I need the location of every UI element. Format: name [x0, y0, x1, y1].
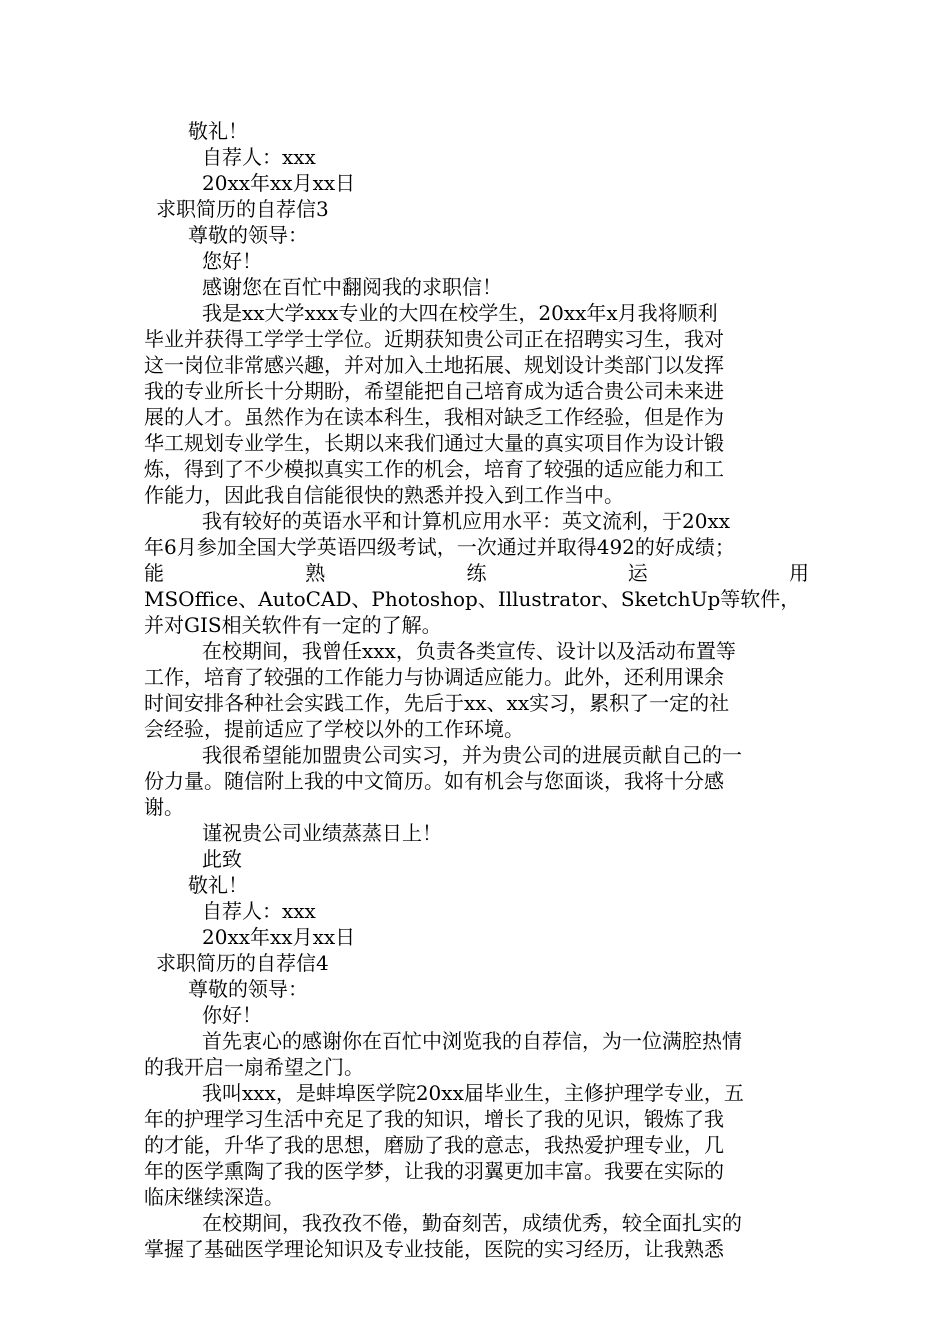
paragraph-line: 年的护理学习生活中充足了我的知识，增长了我的见识，锻炼了我	[144, 1107, 724, 1131]
paragraph-line: 毕业并获得工学学士学位。近期获知贵公司正在招聘实习生，我对	[144, 327, 724, 351]
thanks-line: 感谢您在百忙中翻阅我的求职信！	[202, 275, 502, 299]
paragraph-line: 份力量。随信附上我的中文简历。如有机会与您面谈，我将十分感	[144, 769, 724, 793]
paragraph-line: 谢。	[144, 795, 184, 819]
justified-line	[144, 560, 809, 586]
closing-salute: 敬礼！	[188, 119, 248, 143]
paragraph-line: 时间安排各种社会实践工作，先后于xx、xx实习，累积了一定的社	[144, 691, 730, 715]
paragraph-line: 的我开启一扇希望之门。	[144, 1055, 364, 1079]
paragraph-line: 展的人才。虽然作为在读本科生，我相对缺乏工作经验，但是作为	[144, 405, 724, 429]
salutation: 尊敬的领导：	[188, 977, 308, 1001]
salutation: 尊敬的领导：	[188, 223, 308, 247]
closing-salute: 敬礼！	[188, 873, 248, 897]
spread-char: 运	[627, 561, 648, 585]
spread-char: 用	[789, 561, 809, 585]
greeting: 您好！	[202, 249, 262, 273]
paragraph-line: 首先衷心的感谢你在百忙中浏览我的自荐信，为一位满腔热情	[202, 1029, 742, 1053]
paragraph-line: 在校期间，我孜孜不倦，勤奋刻苦，成绩优秀，较全面扎实的	[202, 1211, 742, 1235]
wish-line: 谨祝贵公司业绩蒸蒸日上！	[202, 821, 442, 845]
paragraph-line: 会经验，提前适应了学校以外的工作环境。	[144, 717, 524, 741]
paragraph-line: 这一岗位非常感兴趣，并对加入土地拓展、规划设计类部门以发挥	[144, 353, 724, 377]
paragraph-line: 并对GIS相关软件有一定的了解。	[144, 613, 442, 637]
signer-line: 自荐人：xxx	[202, 899, 316, 923]
paragraph-line: 作能力，因此我自信能很快的熟悉并投入到工作当中。	[144, 483, 624, 507]
paragraph-line: 在校期间，我曾任xxx，负责各类宣传、设计以及活动布置等	[202, 639, 736, 663]
paragraph-line: 年6月参加全国大学英语四级考试，一次通过并取得492的好成绩；	[144, 535, 735, 559]
paragraph-line: MSOffice、AutoCAD、Photoshop、Illustrator、SketchUp等软件，	[144, 587, 801, 611]
paragraph-line: 的才能，升华了我的思想，磨励了我的意志，我热爱护理专业，几	[144, 1133, 724, 1157]
greeting: 你好！	[202, 1003, 262, 1027]
paragraph-line: 我很希望能加盟贵公司实习，并为贵公司的进展贡献自己的一	[202, 743, 742, 767]
paragraph-line: 炼，得到了不少模拟真实工作的机会，培育了较强的适应能力和工	[144, 457, 724, 481]
paragraph-line: 我叫xxx，是蚌埠医学院20xx届毕业生，主修护理学专业，五	[202, 1081, 744, 1105]
cizhi-line: 此致	[202, 847, 242, 871]
letter-heading: 求职简历的自荐信4	[156, 951, 329, 975]
paragraph-line: 临床继续深造。	[144, 1185, 284, 1209]
paragraph-line: 年的医学熏陶了我的医学梦，让我的羽翼更加丰富。我要在实际的	[144, 1159, 724, 1183]
date-line: 20xx年xx月xx日	[202, 925, 356, 949]
document-body	[144, 118, 809, 1262]
letter-heading: 求职简历的自荐信3	[156, 197, 329, 221]
spread-char: 练	[466, 561, 487, 585]
paragraph-line: 工作，培育了较强的工作能力与协调适应能力。此外，还利用课余	[144, 665, 724, 689]
paragraph-line: 掌握了基础医学理论知识及专业技能，医院的实习经历，让我熟悉	[144, 1237, 724, 1261]
paragraph-line: 我是xx大学xxx专业的大四在校学生，20xx年x月我将顺利	[202, 301, 718, 325]
signer-line: 自荐人：xxx	[202, 145, 316, 169]
paragraph-line: 我的专业所长十分期盼，希望能把自己培育成为适合贵公司未来进	[144, 379, 724, 403]
spread-char: 熟	[305, 561, 326, 585]
date-line: 20xx年xx月xx日	[202, 171, 356, 195]
spread-char: 能	[144, 561, 164, 585]
paragraph-line: 华工规划专业学生，长期以来我们通过大量的真实项目作为设计锻	[144, 431, 724, 455]
paragraph-line: 我有较好的英语水平和计算机应用水平：英文流利，于20xx	[202, 509, 731, 533]
